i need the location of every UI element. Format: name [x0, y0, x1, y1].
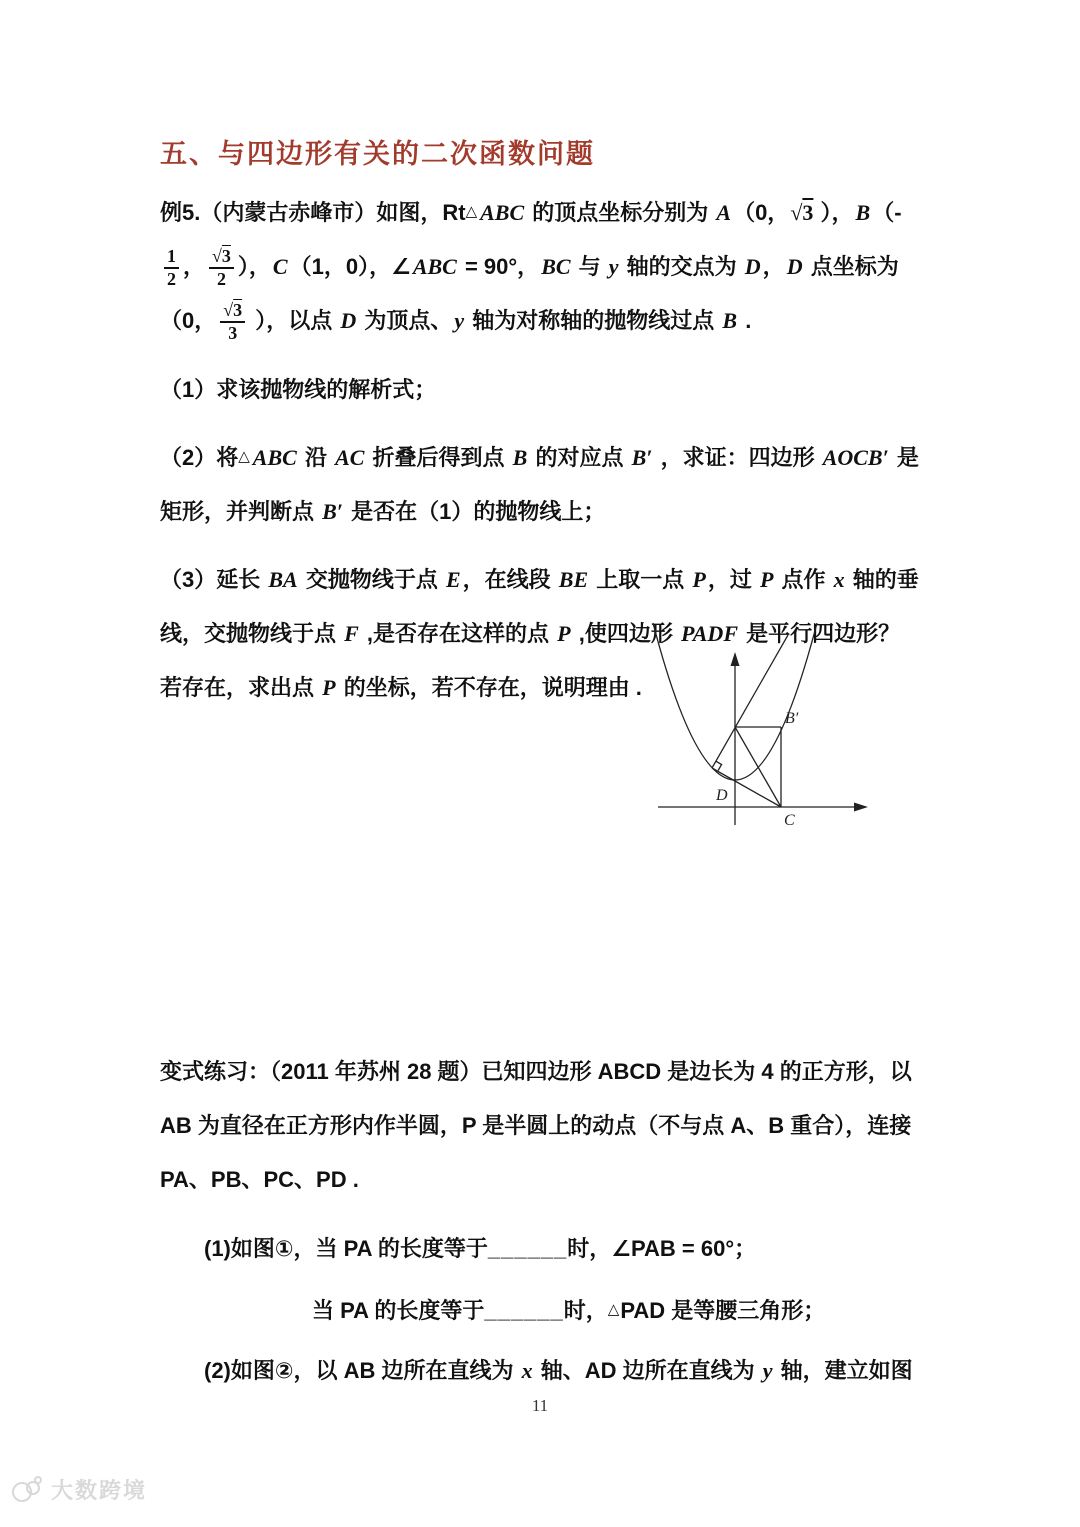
- segment-BA-extended: [712, 635, 788, 768]
- example-question-3: （3）延长 BA 交抛物线于点 E，在线段 BE 上取一点 P，过 P 点作 x 轴的垂线，交抛物线于点 F ,是否存在这样的点 P ,使四边形 PADF 是平行四边形？若存在，求出点 P 的坐标，若不存在，说明理由 .: [160, 567, 919, 700]
- practice-question-1a: (1)如图①，当 PA 的长度等于______时，∠PAB = 60°；: [204, 1236, 757, 1262]
- parabola-figure: [638, 610, 888, 860]
- practice-question-2: (2)如图②，以 AB 边所在直线为 x 轴、AD 边所在直线为 y 轴，建立如图: [204, 1358, 913, 1384]
- watermark-text: 大数跨境: [51, 1477, 148, 1503]
- right-angle-mark: [716, 761, 722, 771]
- practice-intro: 变式练习：（2011 年苏州 28 题）已知四边形 ABCD 是边长为 4 的正方形，以 AB 为直径在正方形内作半圆，P 是半圆上的动点（不与点 A、B 重合），连接 PA、PB、PC、PD .: [160, 1058, 912, 1192]
- watermark: [10, 1472, 147, 1506]
- section-title: 五、与四边形有关的二次函数问题: [160, 139, 595, 169]
- watermark-icon: [10, 1472, 44, 1506]
- x-axis-arrow: [854, 803, 868, 812]
- page-number: 11: [531, 1396, 549, 1415]
- example-question-2: （2）将△ ABC 沿 AC 折叠后得到点 B 的对应点 B′ ，求证：四边形 AOCB′ 是矩形，并判断点 B′ 是否在（1）的抛物线上；: [160, 445, 919, 525]
- y-axis-arrow: [731, 652, 740, 666]
- segment-AC: [735, 727, 781, 807]
- example-question-1: （1）求该抛物线的解析式；: [160, 377, 437, 403]
- parabola-figure-svg: [638, 610, 888, 860]
- figure-label-b-prime: B′: [785, 710, 799, 727]
- figure-label-c: C: [784, 812, 795, 829]
- figure-label-d: D: [716, 787, 728, 804]
- practice-question-1b: 当 PA 的长度等于______时，△PAD 是等腰三角形；: [312, 1298, 826, 1324]
- example-intro: 例5.（内蒙古赤峰市）如图，Rt△ ABC 的顶点坐标分别为 A（0，√3 ），B（- $\frac{1}{2}$ ， $\frac{√3}{2}$ ），C（1，0），∠ABC = 90°，BC 与 y 轴的交点为 D，D 点坐标为（0， $\frac{√3}{3}$ ），以点 D 为顶点、y 轴为对称轴的抛物线过点 B .: [160, 199, 902, 343]
